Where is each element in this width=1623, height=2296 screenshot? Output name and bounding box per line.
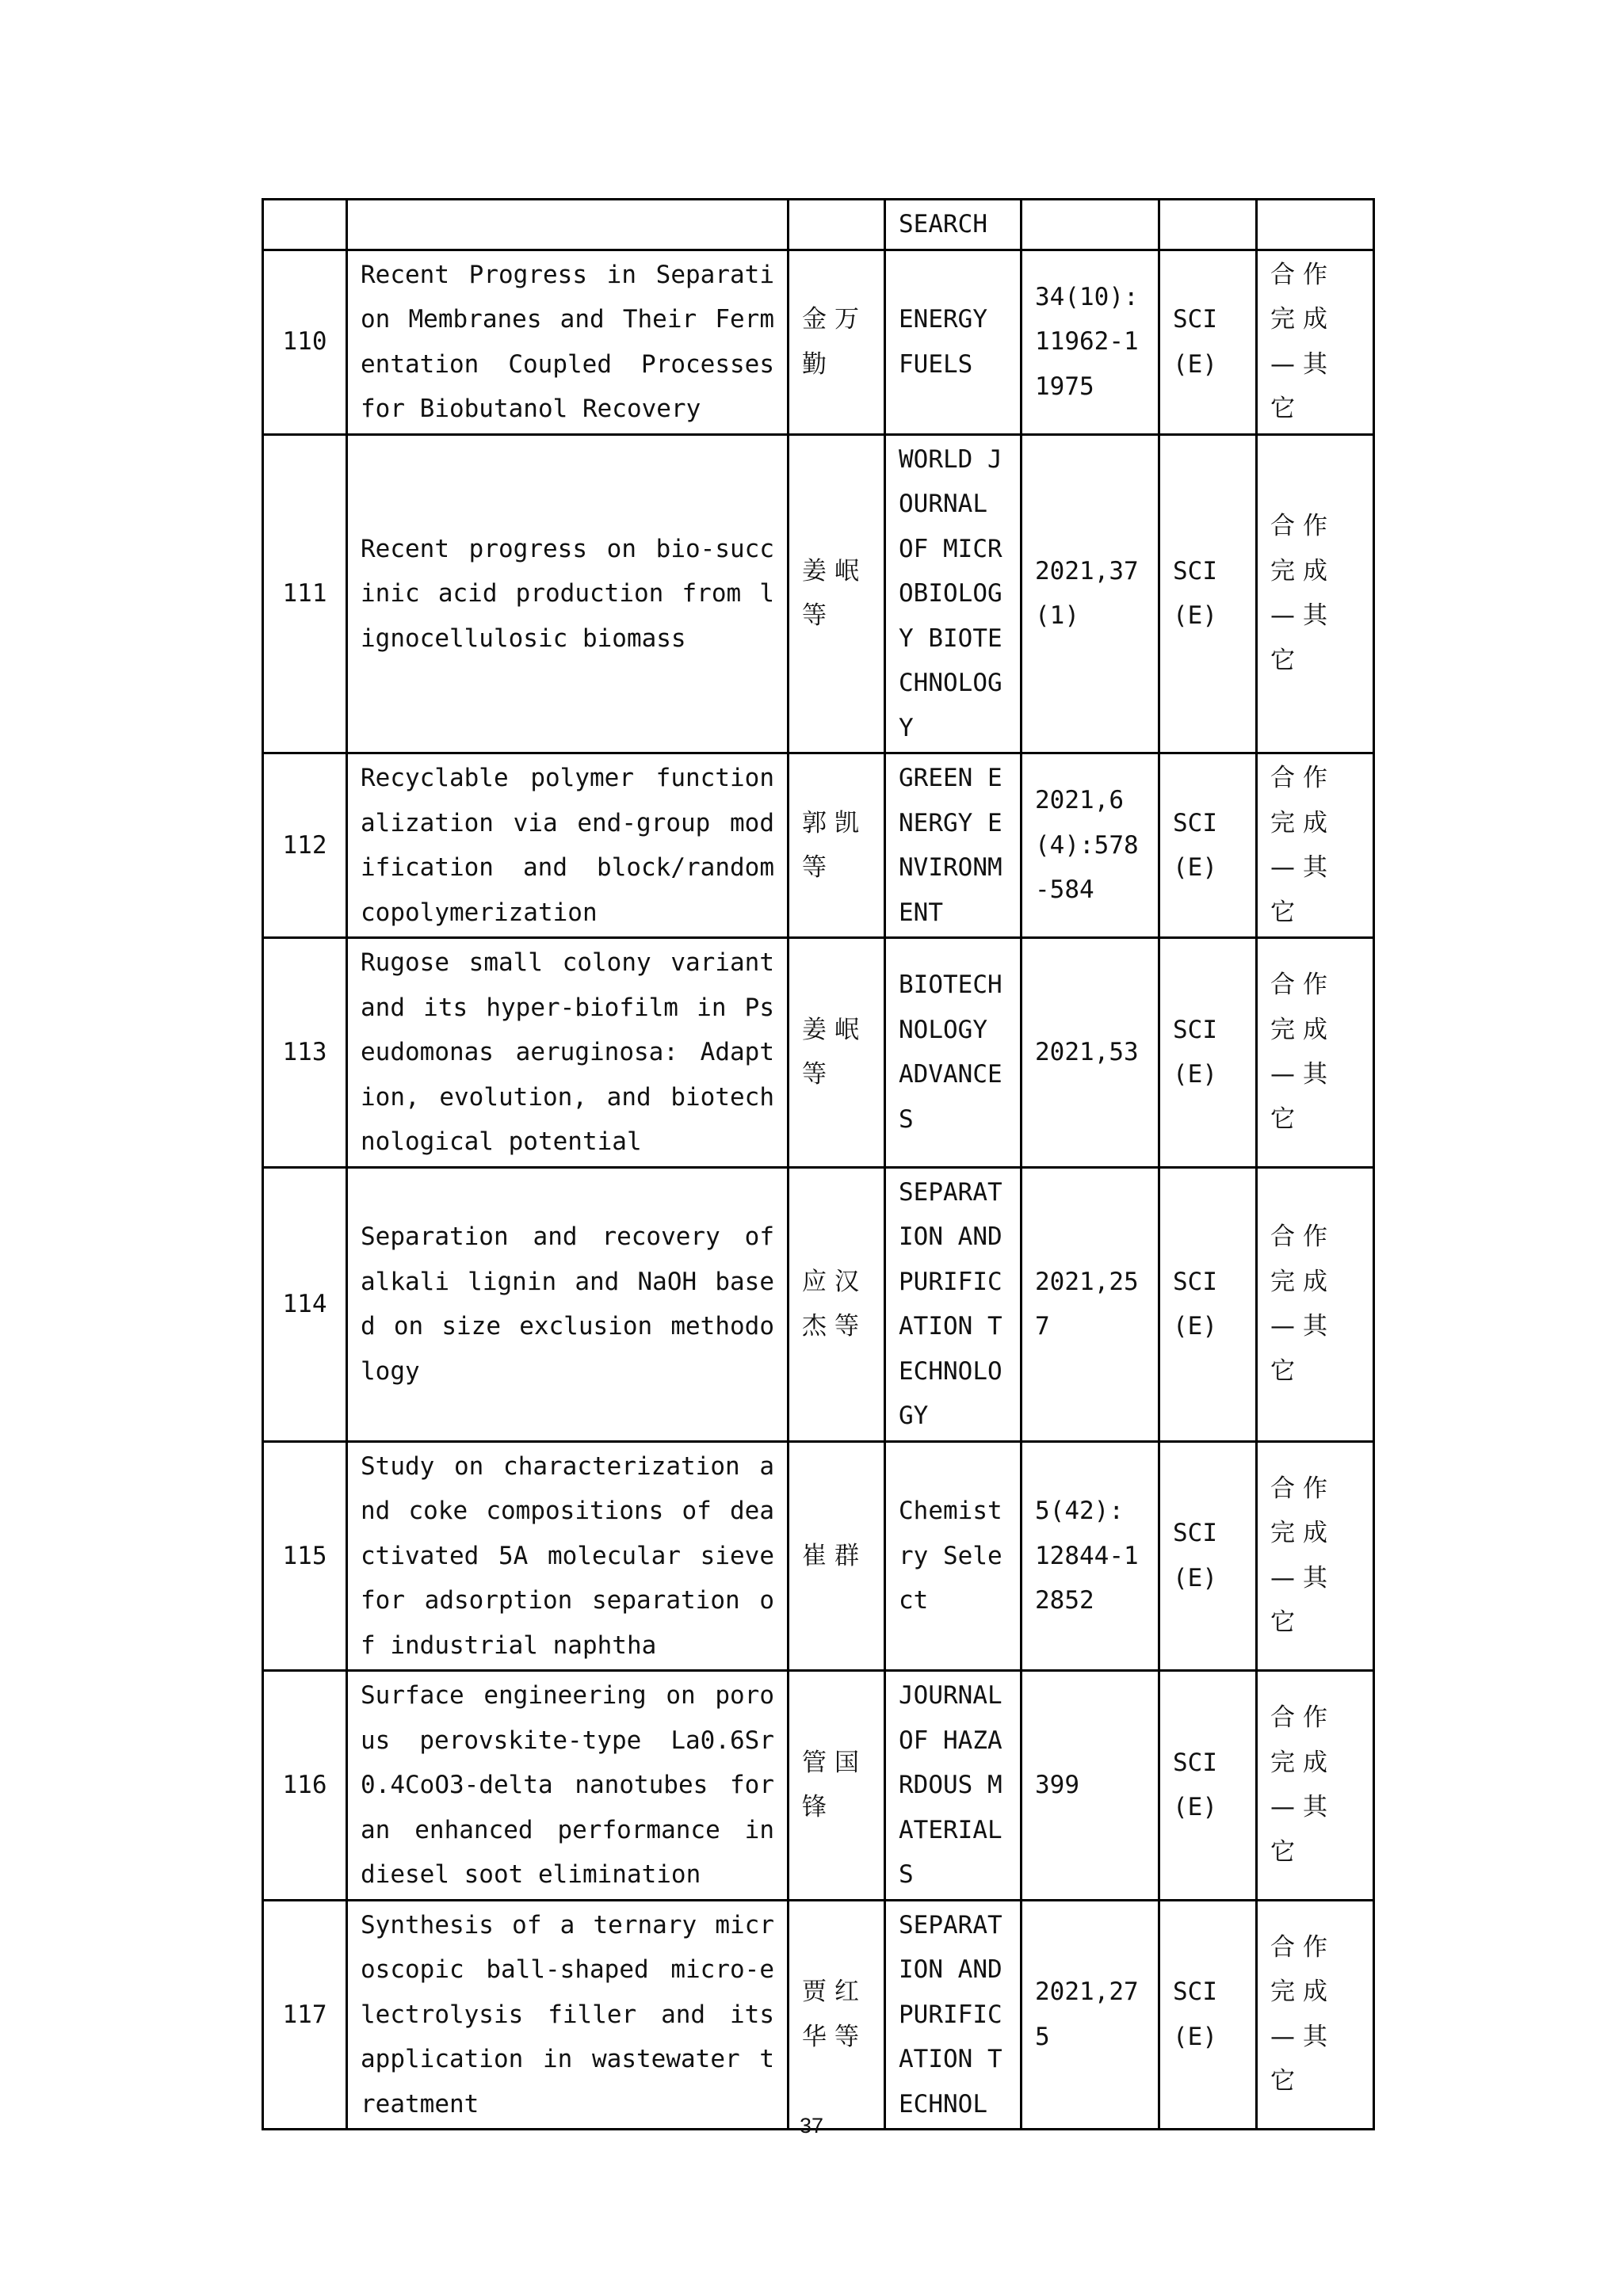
paper-title: Surface engineering on porous perovskite-type La0.6Sr0.4CoO3-delta nanotubes for an enhanced performance in diesel soot elimination: [347, 1671, 789, 1901]
completion-note: 合作完成—其它: [1257, 1900, 1374, 2130]
paper-title: [347, 200, 789, 250]
journal: SEPARATION AND PURIFICATION TECHNOLOGY: [885, 1167, 1022, 1441]
row-number: 113: [263, 938, 347, 1168]
paper-title: Separation and recovery of alkali lignin and NaOH based on size exclusion methodology: [347, 1167, 789, 1441]
row-number: [263, 200, 347, 250]
completion-note: 合作完成—其它: [1257, 1167, 1374, 1441]
journal: BIOTECHNOLOGY ADVANCES: [885, 938, 1022, 1168]
index-type: SCI(E): [1159, 1671, 1257, 1901]
completion-note: [1257, 200, 1374, 250]
row-number: 110: [263, 250, 347, 434]
paper-title: Recyclable polymer functionalization via end-group modification and block/random copolymerization: [347, 753, 789, 938]
table-row: [263, 1671, 1374, 1901]
row-number: 115: [263, 1441, 347, 1671]
table-row: [263, 1167, 1374, 1441]
table-row: [263, 1441, 1374, 1671]
journal: Chemistry Select: [885, 1441, 1022, 1671]
publications-table: [262, 198, 1375, 2130]
paper-title: Synthesis of a ternary microscopic ball-shaped micro-electrolysis filler and its application in wastewater treatment: [347, 1900, 789, 2130]
index-type: SCI(E): [1159, 434, 1257, 753]
journal: SEARCH: [885, 200, 1022, 250]
index-type: SCI(E): [1159, 938, 1257, 1168]
table-row: [263, 753, 1374, 938]
journal: SEPARATION AND PURIFICATION TECHNOL: [885, 1900, 1022, 2130]
paper-title: Recent Progress in Separation Membranes and Their Fermentation Coupled Processes for Biobutanol Recovery: [347, 250, 789, 434]
volume-pages: 2021,257: [1022, 1167, 1159, 1441]
completion-note: 合作完成—其它: [1257, 1441, 1374, 1671]
completion-note: 合作完成—其它: [1257, 1671, 1374, 1901]
row-number: 111: [263, 434, 347, 753]
author: 金万勤: [789, 250, 885, 434]
row-number: 114: [263, 1167, 347, 1441]
volume-pages: 5(42): 12844-12852: [1022, 1441, 1159, 1671]
volume-pages: 2021,275: [1022, 1900, 1159, 2130]
author: 贾红华等: [789, 1900, 885, 2130]
table-row: [263, 1900, 1374, 2130]
volume-pages: 34(10): 11962-11975: [1022, 250, 1159, 434]
journal: GREEN ENERGY ENVIRONMENT: [885, 753, 1022, 938]
paper-title: Rugose small colony variant and its hyper-biofilm in Pseudomonas aeruginosa: Adaption, evolution, and biotechnological potential: [347, 938, 789, 1168]
row-number: 116: [263, 1671, 347, 1901]
volume-pages: 399: [1022, 1671, 1159, 1901]
author: 姜岷等: [789, 938, 885, 1168]
paper-title: Recent progress on bio-succinic acid production from lignocellulosic biomass: [347, 434, 789, 753]
journal: JOURNAL OF HAZARDOUS MATERIALS: [885, 1671, 1022, 1901]
author: 郭凯等: [789, 753, 885, 938]
index-type: SCI(E): [1159, 250, 1257, 434]
table-row: [263, 250, 1374, 434]
row-number: 117: [263, 1900, 347, 2130]
completion-note: 合作完成—其它: [1257, 434, 1374, 753]
journal: WORLD JOURNAL OF MICROBIOLOGY BIOTECHNOLOGY: [885, 434, 1022, 753]
author: 应汉杰等: [789, 1167, 885, 1441]
completion-note: 合作完成—其它: [1257, 250, 1374, 434]
completion-note: 合作完成—其它: [1257, 938, 1374, 1168]
author: 姜岷等: [789, 434, 885, 753]
table-row: [263, 200, 1374, 250]
table-row: [263, 938, 1374, 1168]
row-number: 112: [263, 753, 347, 938]
volume-pages: [1022, 200, 1159, 250]
index-type: SCI(E): [1159, 1167, 1257, 1441]
table-body: [263, 200, 1374, 2130]
table-row: [263, 434, 1374, 753]
index-type: SCI(E): [1159, 1900, 1257, 2130]
completion-note: 合作完成—其它: [1257, 753, 1374, 938]
volume-pages: 2021,53: [1022, 938, 1159, 1168]
author: 管国锋: [789, 1671, 885, 1901]
index-type: SCI(E): [1159, 753, 1257, 938]
index-type: SCI(E): [1159, 1441, 1257, 1671]
author: [789, 200, 885, 250]
paper-title: Study on characterization and coke compositions of deactivated 5A molecular sieve for adsorption separation of industrial naphtha: [347, 1441, 789, 1671]
journal: ENERGY FUELS: [885, 250, 1022, 434]
page-number: 37: [799, 2114, 824, 2138]
author: 崔群: [789, 1441, 885, 1671]
volume-pages: 2021,6(4):578-584: [1022, 753, 1159, 938]
volume-pages: 2021,37(1): [1022, 434, 1159, 753]
index-type: [1159, 200, 1257, 250]
